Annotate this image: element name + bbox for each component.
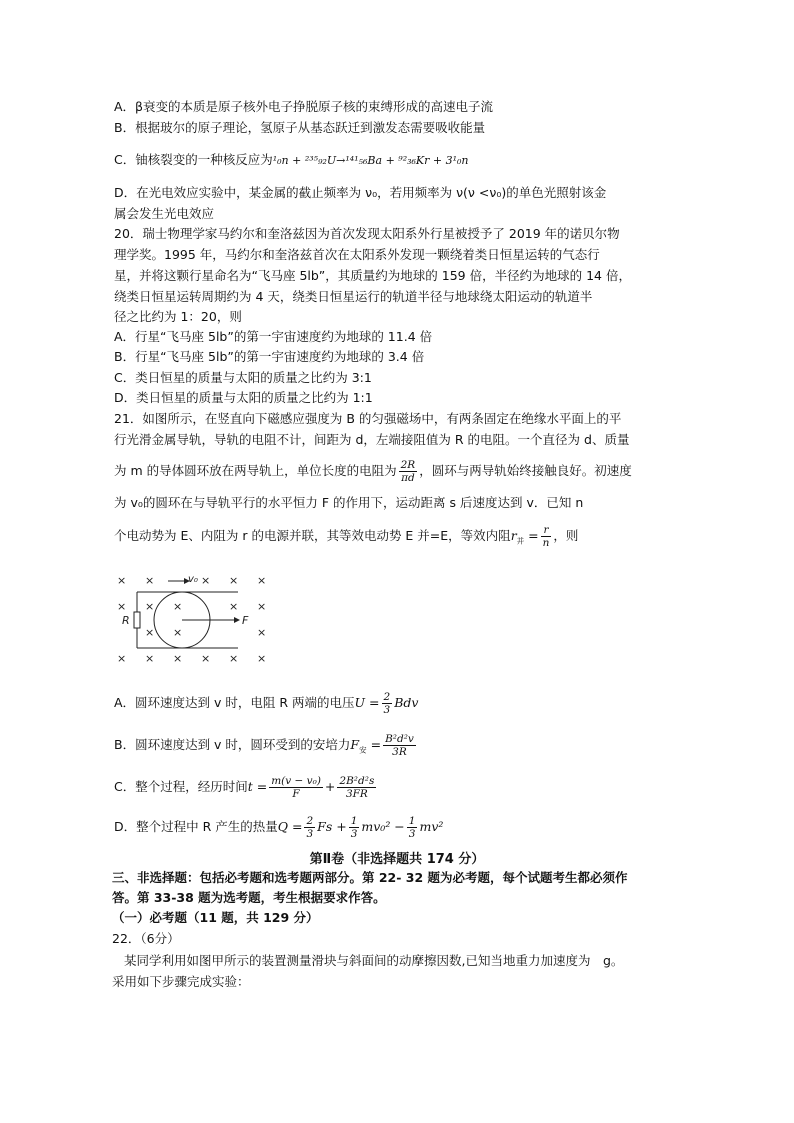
option-d-fraction-2 xyxy=(349,815,360,840)
r-parallel-fraction xyxy=(541,524,552,549)
option-c-den2: 3FR xyxy=(345,788,368,800)
section3-line2: 答。第 33-38 题为选考题，考生根据要求作答。 xyxy=(112,890,386,905)
q21-stem-line2: 行光滑金属导轨，导轨的电阻不计，间距为 d，左端接阻值为 R 的电阻。一个直径为 d、质量 xyxy=(114,432,630,447)
q21-option-c xyxy=(114,775,378,800)
q20-option-c: C．类日恒星的质量与太阳的质量之比约为 3:1 xyxy=(114,370,372,385)
q20-option-d: D．类日恒星的质量与太阳的质量之比约为 1:1 xyxy=(114,390,373,405)
option-d-den3: 3 xyxy=(408,828,416,840)
q19-option-d-line1: D．在光电效应实验中，某金属的截止频率为 ν₀，若用频率为 ν(ν <ν₀)的单色光照射该金 xyxy=(114,185,607,200)
field-cross: × xyxy=(173,626,183,639)
q21-option-d-text: D．整个过程中 R 产生的热量 xyxy=(114,819,278,834)
option-d-num3: 1 xyxy=(408,815,416,827)
q20-stem-line3: 星，并将这颗行星命名为“飞马座 5lb”，其质量约为地球的 159 倍，半径约为地球的 14 倍， xyxy=(114,268,631,283)
v0-label: v₀ xyxy=(188,574,198,585)
part2-title: 第Ⅱ卷（非选择题共 174 分） xyxy=(309,852,485,867)
option-a-tail: Bdv xyxy=(394,695,419,710)
field-cross: × xyxy=(117,652,127,665)
option-b-lhs: $F_安$ = xyxy=(350,737,382,755)
option-d-fraction-1 xyxy=(304,815,315,840)
q21-option-b xyxy=(114,733,418,760)
option-a-num: 2 xyxy=(383,691,391,703)
option-d-term3: mv² xyxy=(419,819,444,834)
option-b-symbol: F xyxy=(350,737,360,752)
force-arrowhead xyxy=(234,617,240,623)
option-a-fraction xyxy=(382,691,393,716)
q21-option-d xyxy=(114,815,443,840)
q21-stem-line1: 21．如图所示，在竖直向下磁感应强度为 B 的匀强磁场中，有两条固定在绝缘水平面上的平 xyxy=(114,411,622,426)
field-cross: × xyxy=(117,574,127,587)
unit-resistance-den: πd xyxy=(401,472,415,484)
option-c-fraction-2 xyxy=(337,775,376,800)
q21-line3-text-a: 为 m 的导体圆环放在两导轨上，单位长度的电阻为 xyxy=(114,463,397,478)
option-b-num: B²d²v xyxy=(385,733,414,745)
q21-line5-text-b: ，则 xyxy=(553,528,579,543)
field-cross: × xyxy=(173,652,183,665)
option-c-den1: F xyxy=(292,788,300,800)
q22-line2: 采用如下步骤完成实验： xyxy=(112,974,250,989)
q20-option-a: A．行星“飞马座 5lb”的第一宇宙速度约为地球的 11.4 倍 xyxy=(114,329,433,344)
option-c-num1: m(v − v₀) xyxy=(271,775,321,787)
q21-stem-line3 xyxy=(114,459,632,484)
option-a-den: 3 xyxy=(383,704,391,716)
resistor xyxy=(134,612,140,628)
unit-resistance-fraction xyxy=(399,459,418,484)
fission-equation: ¹₀n + ²³⁵₉₂U→¹⁴¹₅₆Ba + ⁹²₃₆Kr + 3¹₀n xyxy=(272,154,469,167)
option-d-num1: 2 xyxy=(306,815,314,827)
field-cross: × xyxy=(145,600,155,613)
q20-stem-line1: 20．瑞士物理学家马约尔和奎洛兹因为首次发现太阳系外行星被授予了 2019 年的诺贝尔物 xyxy=(114,226,620,241)
option-c-plus: + xyxy=(324,779,336,794)
unit-resistance-num: 2R xyxy=(400,459,416,471)
q21-stem-line5 xyxy=(114,524,578,551)
q20-stem-line5: 径之比约为 1：20，则 xyxy=(114,309,242,324)
option-b-subscript: 安 xyxy=(359,745,367,755)
q19-option-b: B．根据玻尔的原子理论，氢原子从基态跃迁到激发态需要吸收能量 xyxy=(114,120,486,135)
field-cross: × xyxy=(145,574,155,587)
option-b-fraction xyxy=(383,733,416,758)
option-c-num2: 2B²d²s xyxy=(339,775,375,787)
field-cross: × xyxy=(145,652,155,665)
q20-stem-line4: 绕类日恒星运转周期约为 4 天，绕类日恒星运行的轨道半径与地球绕太阳运动的轨道半 xyxy=(114,289,593,304)
q21-line5-text-a: 个电动势为 E、内阻为 r 的电源并联，其等效电动势 E 并=E，等效内阻 xyxy=(114,528,511,543)
field-cross: × xyxy=(257,652,267,665)
force-label: F xyxy=(242,614,249,627)
r-parallel-subscript: 并 xyxy=(516,536,525,546)
r-parallel-lhs: $r_并$ = xyxy=(510,528,539,546)
q21-option-b-text: B．圆环速度达到 v 时，圆环受到的安培力 xyxy=(114,737,351,752)
q20-stem-line2: 理学奖。1995 年，马约尔和奎洛兹首次在太阳系外发现一颗绕着类日恒星运转的气态行 xyxy=(114,247,600,262)
option-d-fraction-3 xyxy=(407,815,418,840)
q19-option-c-text: C．铀核裂变的一种核反应为 xyxy=(114,152,273,167)
option-c-fraction-1 xyxy=(269,775,323,800)
option-d-num2: 1 xyxy=(350,815,358,827)
resistor-label: R xyxy=(122,614,130,627)
option-c-lhs: t = xyxy=(247,779,268,794)
field-cross: × xyxy=(257,600,267,613)
field-cross: × xyxy=(173,600,183,613)
circuit-figure xyxy=(112,568,282,668)
field-cross: × xyxy=(229,574,239,587)
q21-stem-line4: 为 v₀的圆环在与导轨平行的水平恒力 F 的作用下，运动距离 s 后速度达到 v．已知 n xyxy=(114,495,584,510)
field-cross: × xyxy=(257,574,267,587)
q19-option-c xyxy=(114,151,469,170)
option-d-lhs: Q = xyxy=(277,819,303,834)
q21-option-a-text: A．圆环速度达到 v 时，电阻 R 两端的电压 xyxy=(114,695,355,710)
q21-line3-text-b: ，圆环与两导轨始终接触良好。初速度 xyxy=(419,463,632,478)
option-a-lhs: U = xyxy=(354,695,380,710)
field-cross: × xyxy=(117,600,127,613)
option-d-den2: 3 xyxy=(350,828,358,840)
q21-option-a xyxy=(114,691,418,716)
r-parallel-den: n xyxy=(542,537,550,549)
option-d-den1: 3 xyxy=(306,828,314,840)
option-d-term2: mv₀² − xyxy=(361,819,405,834)
field-cross: × xyxy=(229,600,239,613)
section3-line1: 三、非选择题：包括必考题和选考题两部分。第 22- 32 题为必考题，每个试题考生都必须作 xyxy=(112,870,628,885)
field-cross: × xyxy=(145,626,155,639)
field-cross: × xyxy=(229,652,239,665)
field-cross: × xyxy=(257,626,267,639)
section3-line3: （一）必考题（11 题，共 129 分） xyxy=(112,910,319,925)
q19-option-a: A．β衰变的本质是原子核外电子挣脱原子核的束缚形成的高速电子流 xyxy=(114,99,494,114)
q20-option-b: B．行星“飞马座 5lb”的第一宇宙速度约为地球的 3.4 倍 xyxy=(114,349,425,364)
option-b-den: 3R xyxy=(392,746,407,758)
option-d-term1: Fs + xyxy=(317,819,347,834)
field-cross: × xyxy=(201,652,211,665)
q22-line1: 某同学利用如图甲所示的装置测量滑块与斜面间的动摩擦因数,已知当地重力加速度为 g。 xyxy=(124,953,624,968)
r-parallel-symbol: r xyxy=(510,528,517,543)
field-cross: × xyxy=(201,574,211,587)
q19-option-d-line2: 属会发生光电效应 xyxy=(114,206,215,221)
q22-heading: 22．（6分） xyxy=(112,931,180,946)
q21-option-c-text: C．整个过程，经历时间 xyxy=(114,779,248,794)
r-parallel-num: r xyxy=(541,524,552,537)
